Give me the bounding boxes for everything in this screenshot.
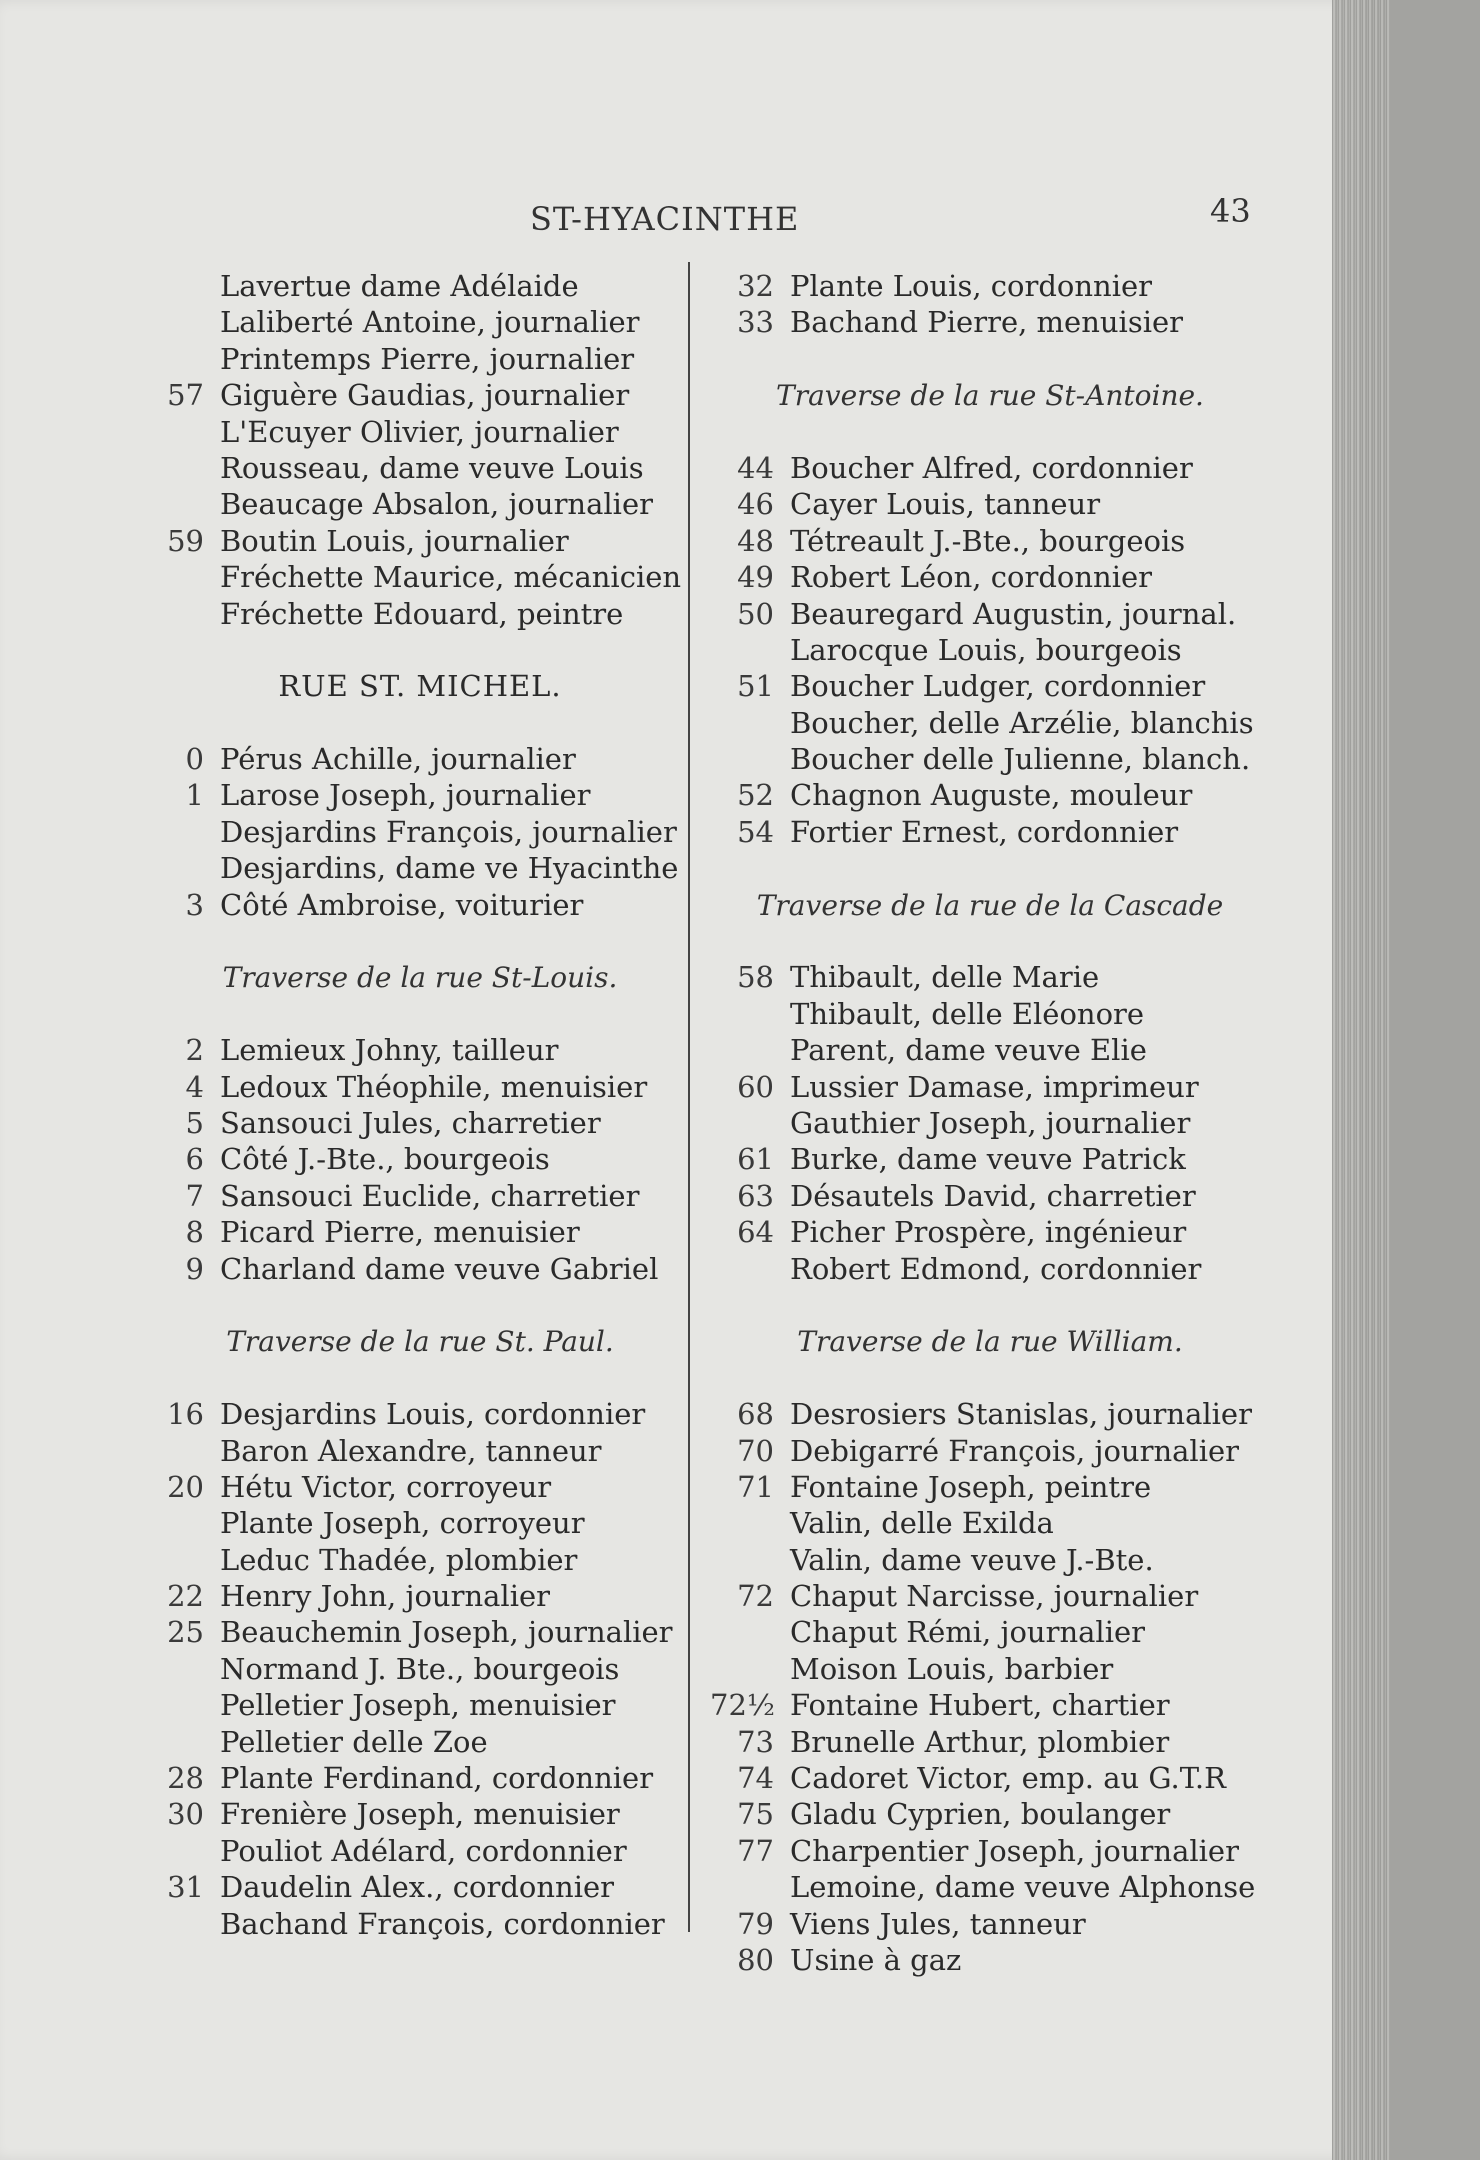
house-number: 77: [737, 1833, 774, 1868]
directory-entry: [710, 1141, 1270, 1177]
directory-entry: [140, 1833, 700, 1869]
resident: Picard Pierre, menuisier: [220, 1215, 580, 1250]
directory-entry: [710, 777, 1270, 813]
directory-entry: [140, 1578, 700, 1614]
resident: Boucher Alfred, cordonnier: [790, 450, 1193, 485]
directory-entry: [140, 1542, 700, 1578]
resident: Leduc Thadée, plombier: [220, 1542, 578, 1577]
directory-entry: [710, 1578, 1270, 1614]
directory-entry: [140, 1469, 700, 1505]
resident: Normand J. Bte., bourgeois: [220, 1651, 620, 1686]
resident: Fortier Ernest, cordonnier: [790, 814, 1179, 849]
resident: Debigarré François, journalier: [790, 1433, 1239, 1468]
left-column: [140, 268, 700, 1942]
directory-entry: [140, 1251, 700, 1287]
resident: Boucher Ludger, cordonnier: [790, 669, 1206, 704]
directory-entry: [710, 1251, 1270, 1287]
house-number: 75: [737, 1797, 774, 1832]
house-number: 58: [737, 960, 774, 995]
house-number: 48: [737, 523, 774, 558]
resident: Beauchemin Joseph, journalier: [220, 1615, 673, 1650]
directory-entry: [710, 1105, 1270, 1141]
house-number: 59: [167, 523, 204, 558]
resident: Lemoine, dame veuve Alphonse: [790, 1870, 1256, 1905]
resident: Lemieux Johny, tailleur: [220, 1033, 559, 1068]
right-column: [710, 268, 1270, 1978]
house-number: 9: [185, 1251, 204, 1286]
directory-entry: [140, 1724, 700, 1760]
house-number: 68: [737, 1397, 774, 1432]
directory-entry: [710, 523, 1270, 559]
directory-entry: [140, 341, 700, 377]
house-number: 63: [737, 1178, 774, 1213]
directory-entry: [140, 1760, 700, 1796]
resident: Thibault, delle Marie: [790, 960, 1100, 995]
resident: Chaput Narcisse, journalier: [790, 1579, 1199, 1614]
house-number: 4: [185, 1069, 204, 1104]
directory-entry: [140, 1105, 700, 1141]
resident: Usine à gaz: [790, 1942, 962, 1977]
cross-street-heading: [710, 887, 1270, 923]
directory-entry: [140, 450, 700, 486]
resident: Pelletier delle Zoe: [220, 1724, 488, 1759]
resident: Plante Louis, cordonnier: [790, 269, 1153, 303]
directory-entry: [140, 741, 700, 777]
resident: Laliberté Antoine, journalier: [220, 305, 640, 340]
cross-street-text: Traverse de la rue de la Cascade: [756, 888, 1224, 922]
directory-entry: [140, 1433, 700, 1469]
directory-entry: [710, 632, 1270, 668]
resident: Gauthier Joseph, journalier: [790, 1105, 1191, 1140]
house-number: 2: [185, 1033, 204, 1068]
cross-street-text: Traverse de la rue St-Antoine.: [776, 379, 1204, 413]
directory-entry: [710, 1796, 1270, 1832]
resident: Charpentier Joseph, journalier: [790, 1833, 1239, 1868]
resident: Boucher, delle Arzélie, blanchis: [790, 705, 1254, 740]
house-number: 1: [185, 778, 204, 813]
directory-entry: [710, 1069, 1270, 1105]
directory-entry: [710, 1469, 1270, 1505]
resident: Printemps Pierre, journalier: [220, 341, 635, 376]
resident: Bachand Pierre, menuisier: [790, 305, 1184, 340]
resident: Ledoux Théophile, menuisier: [220, 1069, 648, 1104]
resident: Larocque Louis, bourgeois: [790, 632, 1182, 667]
directory-entry: [140, 596, 700, 632]
resident: Chagnon Auguste, mouleur: [790, 778, 1193, 813]
house-number: 51: [737, 669, 774, 704]
resident: Thibault, delle Eléonore: [790, 996, 1145, 1031]
resident: Giguère Gaudias, journalier: [220, 378, 630, 413]
cross-street-heading: [140, 1323, 700, 1359]
house-number: 20: [167, 1469, 204, 1504]
directory-entry: [710, 559, 1270, 595]
page-number: 43: [1210, 192, 1251, 230]
directory-entry: [710, 1396, 1270, 1432]
resident: Cayer Louis, tanneur: [790, 487, 1101, 522]
street-heading: [140, 668, 700, 704]
resident: Baron Alexandre, tanneur: [220, 1433, 602, 1468]
resident: Beauregard Augustin, journal.: [790, 596, 1237, 631]
directory-entry: [140, 1178, 700, 1214]
resident: Burke, dame veuve Patrick: [790, 1142, 1186, 1177]
directory-entry: [140, 1032, 700, 1068]
house-number: 49: [737, 560, 774, 595]
directory-entry: [710, 1651, 1270, 1687]
page-title: ST-HYACINTHE: [530, 200, 800, 238]
directory-entry: [140, 1505, 700, 1541]
directory-entry: [710, 705, 1270, 741]
directory-entry: [710, 1906, 1270, 1942]
directory-entry: [140, 1214, 700, 1250]
resident: Fontaine Hubert, chartier: [790, 1688, 1170, 1723]
directory-entry: [140, 1796, 700, 1832]
directory-entry: [140, 523, 700, 559]
directory-entry: [140, 414, 700, 450]
cross-street-heading: [710, 1323, 1270, 1359]
resident: Tétreault J.-Bte., bourgeois: [790, 523, 1186, 558]
directory-entry: [710, 1724, 1270, 1760]
resident: Desjardins François, journalier: [220, 814, 677, 849]
street-heading-text: RUE ST. MICHEL.: [278, 669, 562, 704]
house-number: 31: [167, 1870, 204, 1905]
directory-entry: [710, 1614, 1270, 1650]
house-number: 57: [167, 378, 204, 413]
directory-entry: [710, 1542, 1270, 1578]
house-number: 30: [167, 1797, 204, 1832]
cross-street-heading: [140, 959, 700, 995]
directory-entry: [140, 377, 700, 413]
directory-entry: [140, 777, 700, 813]
directory-entry: [710, 1869, 1270, 1905]
cross-street-text: Traverse de la rue St. Paul.: [226, 1325, 614, 1359]
resident: Larose Joseph, journalier: [220, 778, 591, 813]
directory-entry: [140, 1069, 700, 1105]
directory-entry: [710, 486, 1270, 522]
directory-entry: [140, 1141, 700, 1177]
resident: Hétu Victor, corroyeur: [220, 1469, 552, 1504]
house-number: 5: [185, 1105, 204, 1140]
house-number: 73: [737, 1724, 774, 1759]
house-number: 50: [737, 596, 774, 631]
directory-entry: [710, 596, 1270, 632]
directory-entry: [710, 1687, 1270, 1723]
house-number: 8: [185, 1215, 204, 1250]
resident: Plante Joseph, corroyeur: [220, 1506, 585, 1541]
house-number: 44: [737, 450, 774, 485]
house-number: 79: [737, 1906, 774, 1941]
resident: Valin, dame veuve J.-Bte.: [790, 1542, 1154, 1577]
directory-entry: [140, 559, 700, 595]
resident: Plante Ferdinand, cordonnier: [220, 1761, 654, 1796]
directory-entry: [710, 1032, 1270, 1068]
directory-entry: [710, 450, 1270, 486]
house-number: 70: [737, 1433, 774, 1468]
house-number: 60: [737, 1069, 774, 1104]
directory-entry: [140, 1396, 700, 1432]
resident: L'Ecuyer Olivier, journalier: [220, 414, 619, 449]
house-number: 72½: [710, 1688, 776, 1723]
directory-entry: [710, 1942, 1270, 1978]
house-number: 54: [737, 814, 774, 849]
house-number: 16: [167, 1397, 204, 1432]
resident: Désautels David, charretier: [790, 1178, 1196, 1213]
resident: Gladu Cyprien, boulanger: [790, 1797, 1171, 1832]
directory-entry: [710, 741, 1270, 777]
directory-entry: [710, 959, 1270, 995]
resident: Pelletier Joseph, menuisier: [220, 1688, 616, 1723]
directory-entry: [140, 850, 700, 886]
resident: Desjardins, dame ve Hyacinthe: [220, 851, 679, 886]
cross-street-text: Traverse de la rue St-Louis.: [222, 961, 618, 995]
resident: Desrosiers Stanislas, journalier: [790, 1397, 1252, 1432]
book-cover-edge: [1390, 0, 1480, 2160]
resident: Lussier Damase, imprimeur: [790, 1069, 1199, 1104]
house-number: 22: [167, 1579, 204, 1614]
resident: Côté J.-Bte., bourgeois: [220, 1142, 550, 1177]
house-number: 80: [737, 1942, 774, 1977]
house-number: 0: [185, 742, 204, 777]
resident: Viens Jules, tanneur: [790, 1906, 1086, 1941]
resident: Frenière Joseph, menuisier: [220, 1797, 620, 1832]
resident: Fréchette Maurice, mécanicien: [220, 560, 682, 595]
directory-entry: [140, 1906, 700, 1942]
house-number: 28: [167, 1761, 204, 1796]
resident: Lavertue dame Adélaide: [220, 269, 579, 303]
resident: Rousseau, dame veuve Louis: [220, 450, 644, 485]
directory-entry: [140, 1651, 700, 1687]
resident: Robert Léon, cordonnier: [790, 560, 1152, 595]
resident: Pouliot Adélard, cordonnier: [220, 1833, 627, 1868]
directory-entry: [140, 814, 700, 850]
resident: Boucher delle Julienne, blanch.: [790, 742, 1251, 777]
house-number: 46: [737, 487, 774, 522]
resident: Fontaine Joseph, peintre: [790, 1469, 1152, 1504]
house-number: 74: [737, 1761, 774, 1796]
house-number: 64: [737, 1215, 774, 1250]
resident: Brunelle Arthur, plombier: [790, 1724, 1170, 1759]
house-number: 61: [737, 1142, 774, 1177]
resident: Boutin Louis, journalier: [220, 523, 569, 558]
house-number: 33: [737, 305, 774, 340]
house-number: 32: [737, 269, 774, 303]
house-number: 7: [185, 1178, 204, 1213]
directory-entry: [140, 887, 700, 923]
directory-entry: [710, 1214, 1270, 1250]
directory-entry: [140, 486, 700, 522]
directory-entry: [710, 304, 1270, 340]
directory-entry: [140, 304, 700, 340]
resident: Fréchette Edouard, peintre: [220, 596, 624, 631]
resident: Pérus Achille, journalier: [220, 742, 576, 777]
resident: Moison Louis, barbier: [790, 1651, 1114, 1686]
directory-entry: [710, 1505, 1270, 1541]
resident: Daudelin Alex., cordonnier: [220, 1870, 615, 1905]
directory-entry: [710, 268, 1270, 304]
resident: Bachand François, cordonnier: [220, 1906, 665, 1941]
directory-entry: [710, 668, 1270, 704]
house-number: 72: [737, 1579, 774, 1614]
house-number: 52: [737, 778, 774, 813]
directory-entry: [140, 1687, 700, 1723]
resident: Sansouci Euclide, charretier: [220, 1178, 640, 1213]
resident: Henry John, journalier: [220, 1579, 551, 1614]
cross-street-text: Traverse de la rue William.: [797, 1325, 1183, 1359]
directory-entry: [140, 1614, 700, 1650]
resident: Chaput Rémi, journalier: [790, 1615, 1146, 1650]
directory-entry: [140, 1869, 700, 1905]
house-number: 25: [167, 1615, 204, 1650]
resident: Cadoret Victor, emp. au G.T.R: [790, 1761, 1226, 1796]
directory-entry: [710, 1433, 1270, 1469]
house-number: 6: [185, 1142, 204, 1177]
directory-entry: [710, 814, 1270, 850]
resident: Beaucage Absalon, journalier: [220, 487, 653, 522]
directory-entry: [710, 1760, 1270, 1796]
resident: Valin, delle Exilda: [790, 1506, 1054, 1541]
directory-entry: [710, 996, 1270, 1032]
resident: Parent, dame veuve Elie: [790, 1033, 1147, 1068]
cross-street-heading: [710, 377, 1270, 413]
resident: Robert Edmond, cordonnier: [790, 1251, 1202, 1286]
house-number: 71: [737, 1469, 774, 1504]
resident: Charland dame veuve Gabriel: [220, 1251, 659, 1286]
resident: Sansouci Jules, charretier: [220, 1105, 601, 1140]
resident: Côté Ambroise, voiturier: [220, 887, 584, 922]
directory-entry: [710, 1178, 1270, 1214]
directory-entry: [710, 1833, 1270, 1869]
directory-entry: [140, 268, 700, 304]
resident: Desjardins Louis, cordonnier: [220, 1397, 646, 1432]
book-fore-edge: [1332, 0, 1390, 2160]
resident: Picher Prospère, ingénieur: [790, 1215, 1187, 1250]
house-number: 3: [185, 887, 204, 922]
